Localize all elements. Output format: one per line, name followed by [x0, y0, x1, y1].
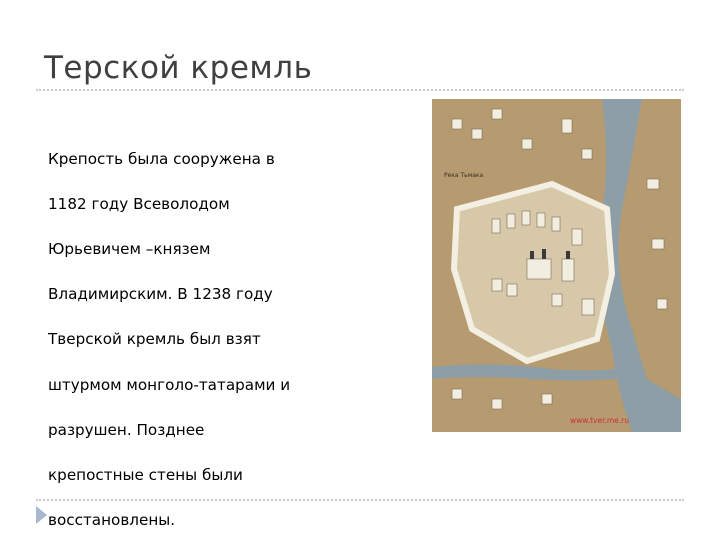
body-line: крепостные стены были — [48, 465, 243, 484]
kremlin-map-photo — [432, 99, 681, 432]
body-line: штурмом монголо-татарами и — [48, 375, 291, 394]
body-line: Владимирским. В 1238 году — [48, 285, 273, 304]
next-slide-arrow-icon[interactable] — [36, 506, 47, 524]
slide-title: Терской кремль — [44, 50, 313, 86]
map-river-label: Река Тьмака — [444, 172, 484, 179]
body-line: разрушен. Позднее — [48, 420, 205, 439]
body-line: Тверской кремль был взят — [48, 330, 261, 349]
body-line: Крепость была сооружена в — [48, 149, 275, 168]
body-line: 1182 году Всеволодом — [48, 194, 230, 213]
body-line: Юрьевичем –князем — [48, 239, 211, 258]
right-photo-watermark: www.tver.me.ru — [570, 416, 630, 425]
top-divider — [36, 89, 684, 91]
slide-body-text — [48, 125, 354, 554]
bottom-divider — [36, 499, 684, 501]
body-line: восстановлены. — [48, 511, 176, 530]
